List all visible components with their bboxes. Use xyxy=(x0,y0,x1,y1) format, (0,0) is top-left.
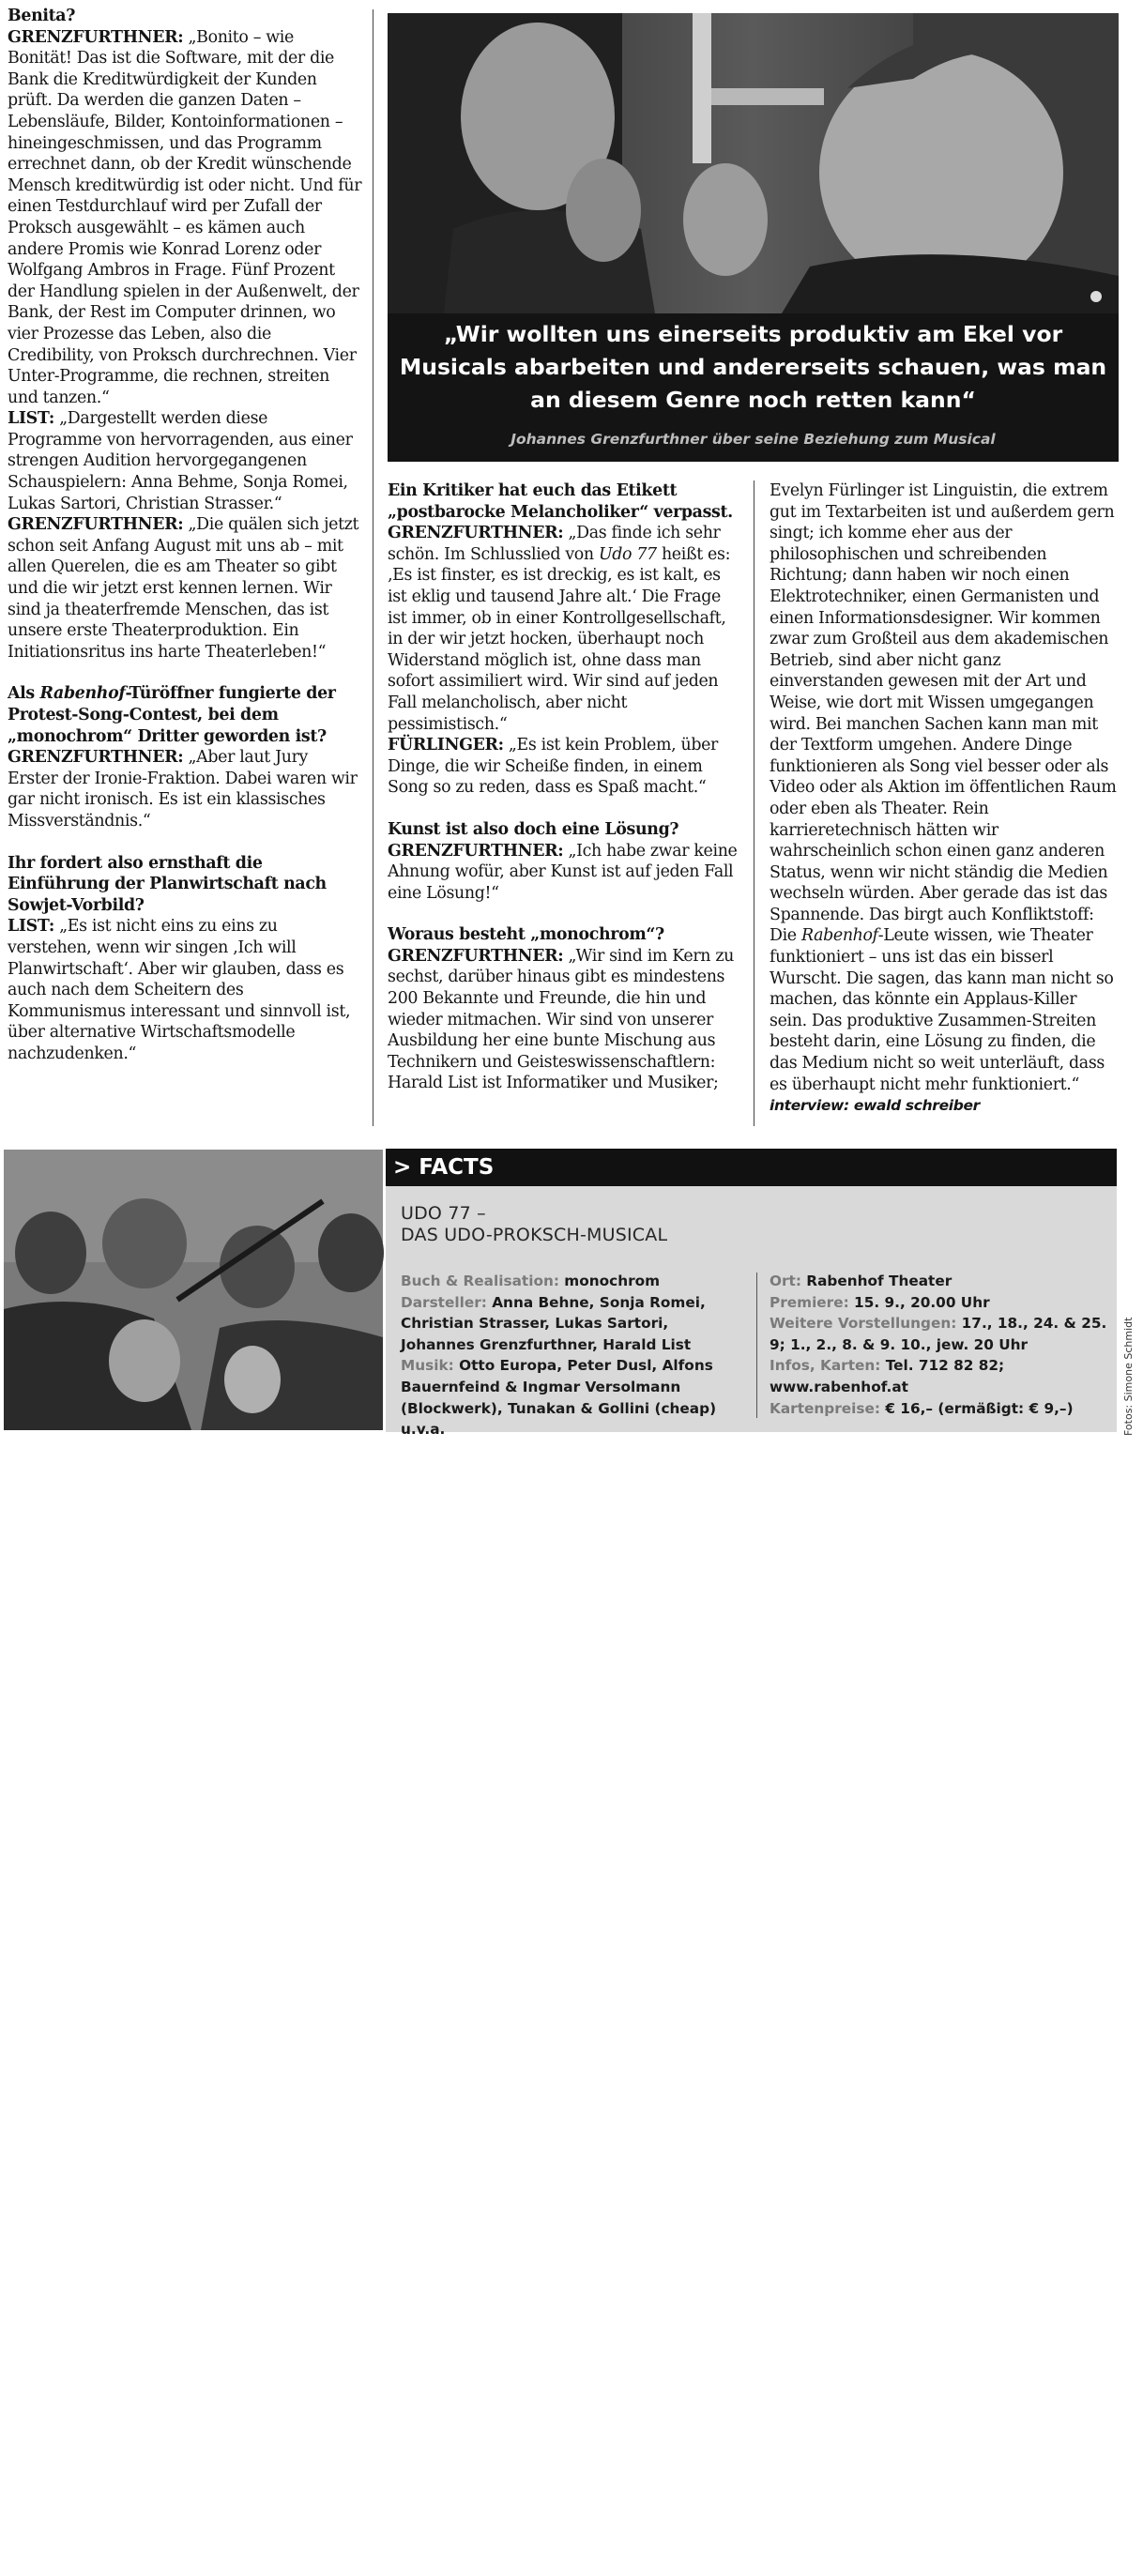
facts-value: Anna Behne, Sonja Romei, Christian Strasser, Lukas Sartori, Johannes Grenzfurthner, Harald List xyxy=(401,1293,706,1353)
facts-label: Ort: xyxy=(770,1273,801,1289)
answer-paragraph xyxy=(8,514,362,663)
facts-label: Weitere Vorstellungen: xyxy=(770,1315,957,1333)
facts-divider xyxy=(756,1273,757,1418)
pull-quote: „Wir wollten uns einerseits produktiv am Ekel vor Musicals abarbeiten und andererseits schauen, was man an diesem Genre noch retten kann“ xyxy=(399,321,1107,413)
answer-text: Evelyn Fürlinger ist Linguistin, die extrem gut im Textarbeiten ist und außerdem gern singt; ich komme eher aus der philosophischen und schreibenden Richtung; dann haben wir noch einen Elektrotechniker, einen Germanisten und einen Informationsdesigner. Wir kommen zwar zum Großteil aus dem akademischen Betrieb, sind aber nicht ganz einverstanden gewesen mit der Art und Weise, wie dort mit Wissen umgegangen wird. Bei manchen Sachen kann man mit der Textform umgehen. Andere Dinge funktionieren als Song viel besser oder als Video oder als Aktion im öffentlichen Raum oder eben als Theater. Rein karrieretechnisch hätten wir wahrscheinlich schon einen ganz anderen Status, wenn wir nicht ständig die Medien wechseln würden. Aber gerade das ist das Spannende. Das birgt auch Konfliktstoff: Die xyxy=(770,481,1117,946)
speaker-name: GRENZFURTHNER: xyxy=(388,524,564,543)
facts-entry xyxy=(770,1313,1107,1355)
facts-label: Premiere: xyxy=(770,1293,849,1311)
facts-entry xyxy=(770,1271,1107,1292)
facts-label: Kartenpreise: xyxy=(770,1399,881,1417)
question: Benita? xyxy=(8,7,76,25)
answer-text-italic: Udo 77 xyxy=(598,544,657,564)
facts-title-line: UDO 77 – xyxy=(401,1203,486,1224)
speaker-name: GRENZFURTHNER: xyxy=(8,27,184,47)
speaker-name: GRENZFURTHNER: xyxy=(388,946,564,966)
answer-text: „Ich habe zwar keine Ahnung wofür, aber Kunst ist auf jeden Fall eine Lösung!“ xyxy=(388,841,738,903)
speaker-name: GRENZFURTHNER: xyxy=(8,515,184,535)
question: Ihr fordert also ernsthaft die Einführung der Planwirtschaft nach Sowjet-Vorbild? xyxy=(8,853,327,915)
answer-text: „Es ist kein Problem, über Dinge, die wir Scheiße finden, in einem Song so zu reden, dass es Spaß macht.“ xyxy=(388,736,719,798)
speaker-name: GRENZFURTHNER: xyxy=(8,748,184,768)
band-photo-image xyxy=(4,1150,383,1430)
quote-attribution: Johannes Grenzfurthner über seine Beziehung zum Musical xyxy=(511,431,996,448)
answer-paragraph xyxy=(388,523,738,735)
answer-paragraph xyxy=(8,747,362,831)
answer-paragraph xyxy=(388,946,738,1094)
answer-text-italic: Rabenhof xyxy=(800,926,878,946)
speaker-name: FÜRLINGER: xyxy=(388,736,504,755)
question-text-italic: Rabenhof xyxy=(39,684,126,704)
facts-label: Infos, Karten: xyxy=(770,1357,881,1375)
facts-entry xyxy=(770,1292,1107,1314)
facts-value: monochrom xyxy=(558,1273,661,1289)
question: Kunst ist also doch eine Lösung? xyxy=(388,819,679,839)
answer-text: „Die quälen sich jetzt schon seit Anfang August mit uns ab – mit allen Querelen, die es am Theater so gibt und die wir jetzt erst kennen lernen. Wir sind ja theaterfremde Menschen, das ist unsere erste Theaterproduktion. Ein Initiationsritus ins harte Theaterleben!“ xyxy=(8,515,359,662)
speaker-name: LIST: xyxy=(8,409,54,429)
answer-text: „Bonito – wie Bonität! Das ist die Software, mit der die Bank die Kreditwürdigkeit der Kunden prüft. Da werden die ganzen Daten – Lebensläufe, Bilder, Kontoinformationen – hineingeschmissen, und das Programm errechnet dann, ob der Kredit wünschende Mensch kreditwürdig ist oder nicht. Und für einen Testdurchlauf wird per Zufall der Proksch ausgewählt – es kämen auch andere Promis wie Konrad Lorenz oder Wolfgang Ambros in Frage. Fünf Prozent der Handlung spielen in der Außenwelt, der Bank, der Rest im Computer drinnen, wo vier Prozesse das Leben, also die Credibility, von Proksch durchrechnen. Vier Unter-Programme, die rechnen, streiten und tanzen.“ xyxy=(8,27,362,407)
question-text: Als xyxy=(8,684,40,704)
question xyxy=(8,683,362,747)
interview-photo xyxy=(388,13,1119,462)
facts-value: 15. 9., 20.00 Uhr xyxy=(848,1293,990,1311)
answer-paragraph xyxy=(8,916,362,1064)
answer-text: „Dargestellt werden diese Programme von hervorragenden, aus einer strengen Audition hervorgegangenen Schauspielern: Anna Behme, Sonja Romei, Lukas Sartori, Christian Strasser.“ xyxy=(8,409,353,513)
facts-entry xyxy=(401,1271,743,1292)
speaker-name: GRENZFURTHNER: xyxy=(388,841,564,861)
facts-entry xyxy=(401,1355,743,1440)
photo-image xyxy=(388,13,1119,313)
answer-text: heißt es: ‚Es ist finster, es ist dreckig, es ist kalt, es ist eklig und tausend Jahre alt.‘ Die Frage ist immer, ob in einer Kontrollgesellschaft, in der wir jetzt hocken, überhaupt noch Widerstand möglich ist, ohne dass man sofort assimiliert wird. Wir sind auf jeden Fall melancholisch, aber nicht pessimistisch.“ xyxy=(388,544,731,734)
facts-box xyxy=(386,1186,1117,1439)
facts-title xyxy=(401,1203,667,1246)
facts-entry xyxy=(770,1398,1107,1420)
photo-credit: Fotos: Simone Schmidt xyxy=(1122,1317,1135,1436)
facts-title-line: DAS UDO-PROKSCH-MUSICAL xyxy=(401,1225,668,1245)
facts-value: Tel. 712 82 82; www.rabenhof.at xyxy=(770,1357,1005,1395)
speaker-name: LIST: xyxy=(8,917,54,937)
answer-text: -Leute wissen, wie Theater funktioniert – uns ist das ein bisserl Wurscht. Die sagen, das kann man nicht so machen, das könnte ein Applaus-Killer sein. Das produktive Zusammen-Streiten besteht darin, eine Lösung zu finden, die das Medium nicht so weit unterläuft, dass es überhaupt nicht mehr funktioniert.“ xyxy=(770,926,1114,1094)
answer-paragraph xyxy=(8,27,362,409)
question: Woraus besteht „monochrom“? xyxy=(388,925,664,945)
facts-value: 17., 18., 24. & 25. 9; 1., 2., 8. & 9. 10., jew. 20 Uhr xyxy=(770,1315,1107,1353)
facts-label: Musik: xyxy=(401,1357,454,1375)
column-middle xyxy=(388,480,738,1094)
answer-paragraph xyxy=(770,480,1119,1117)
answer-paragraph xyxy=(388,735,738,799)
facts-right-column xyxy=(770,1271,1107,1419)
facts-label: Darsteller: xyxy=(401,1293,487,1311)
answer-text: „Das finde ich sehr schön. Im Schlusslied von xyxy=(388,524,721,564)
column-left xyxy=(8,6,362,1065)
facts-header: > FACTS xyxy=(386,1149,1117,1186)
answer-text: „Aber laut Jury Erster der Ironie-Fraktion. Dabei waren wir gar nicht ironisch. Es ist ein klassisches Missverständnis.“ xyxy=(8,748,358,831)
answer-text: „Es ist nicht eins zu eins zu verstehen, wenn wir singen ‚Ich will Planwirtschaft‘. Aber wir glauben, dass es auch nach dem Scheitern des Kommunismus interessant und sinnvoll ist, über alternative Wirtschaftsmodelle nachzudenken.“ xyxy=(8,917,351,1063)
facts-value: Rabenhof Theater xyxy=(800,1273,952,1289)
byline: interview: ewald schreiber xyxy=(770,1097,980,1115)
question-text: -Türöffner fungierte der Protest-Song-Contest, bei dem „monochrom“ Dritter geworden ist? xyxy=(8,684,336,746)
question: Ein Kritiker hat euch das Etikett „postbarocke Melancholiker“ verpasst. xyxy=(388,481,733,522)
answer-paragraph xyxy=(8,408,362,514)
band-photo xyxy=(4,1150,383,2576)
facts-label: Buch & Realisation: xyxy=(401,1273,559,1289)
facts-left-column xyxy=(401,1271,743,1440)
answer-text: „Wir sind im Kern zu sechst, darüber hinaus gibt es mindestens 200 Bekannte und Freunde, die hin und wieder mitmachen. Wir sind von unserer Ausbildung her eine bunte Mischung aus Technikern und Geisteswissenschaftlern: Harald List ist Informatiker und Musiker; xyxy=(388,946,735,1093)
facts-value: € 16,– (ermäßigt: € 9,–) xyxy=(880,1399,1074,1417)
page-number: 12 xyxy=(11,2559,31,2576)
facts-entry xyxy=(770,1355,1107,1397)
facts-entry xyxy=(401,1292,743,1356)
column-right xyxy=(770,480,1119,1117)
facts-value: Otto Europa, Peter Dusl, Alfons Bauernfeind & Ingmar Versolmann (Blockwerk), Tunakan & Gollini (cheap) u.v.a. xyxy=(401,1357,717,1439)
answer-paragraph xyxy=(388,841,738,905)
